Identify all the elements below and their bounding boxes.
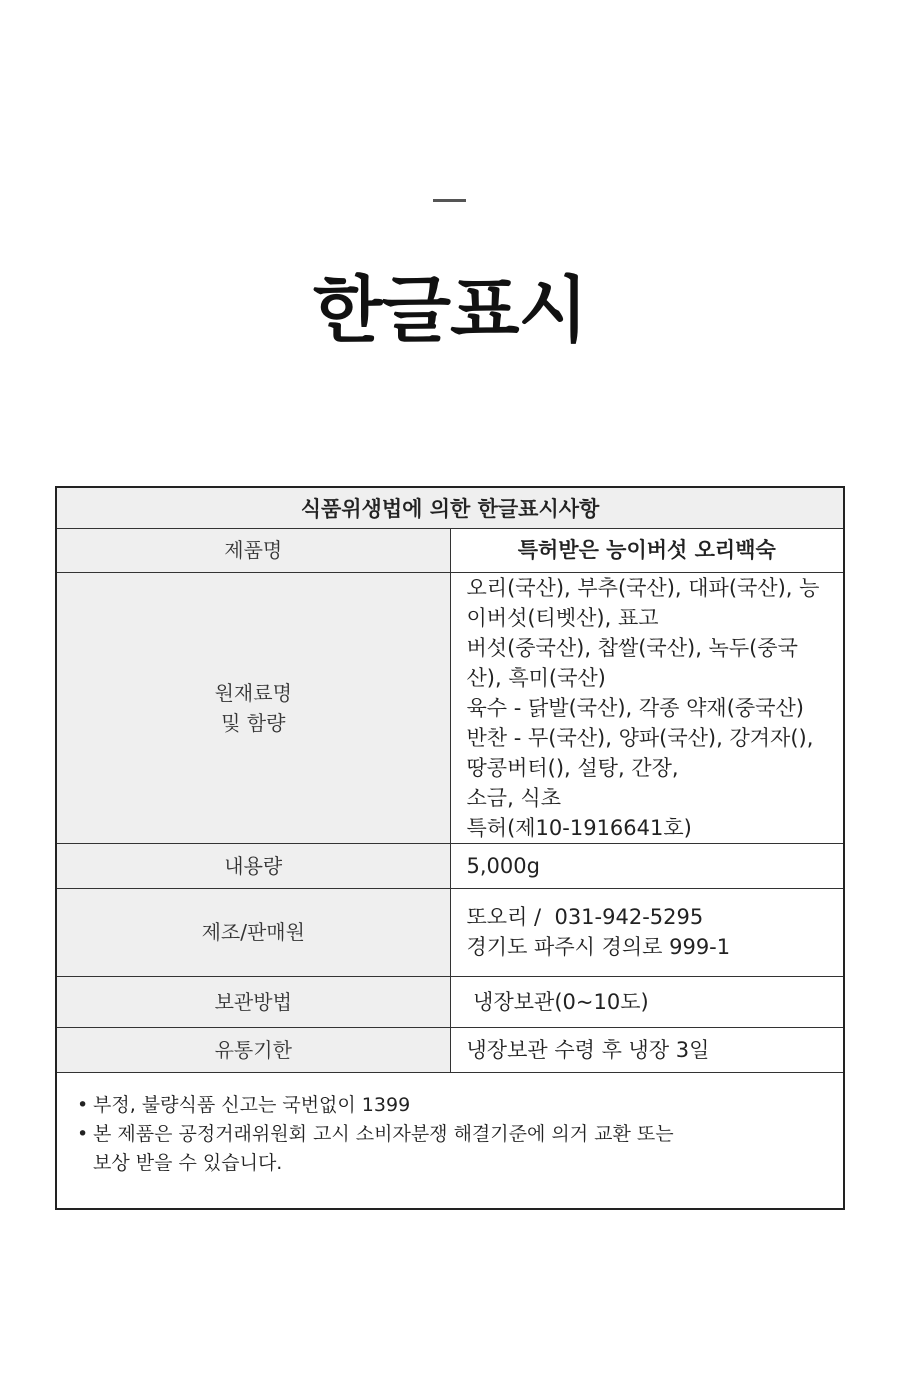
ingredients-line: 오리(국산), 부추(국산), 대파(국산), 능이버섯(티벳산), 표고: [466, 575, 820, 630]
row-key-shelf-life: 유통기한: [56, 1027, 450, 1072]
table-caption-row: [56, 487, 844, 528]
row-value-net-weight: 5,000g: [450, 843, 844, 888]
bullet-icon: •: [77, 1122, 89, 1145]
note-text: 부정, 불량식품 신고는 국번없이 1399: [93, 1093, 411, 1116]
row-key-product-name: 제품명: [56, 528, 450, 572]
row-key-ingredients: [56, 572, 450, 843]
row-key-storage: 보관방법: [56, 976, 450, 1027]
note-item: [77, 1120, 823, 1149]
note-text-continuation: 보상 받을 수 있습니다.: [93, 1151, 283, 1174]
table-row-storage: [56, 976, 844, 1027]
notes-cell: [56, 1072, 844, 1209]
ingredients-line: 육수 - 닭발(국산), 각종 약재(중국산): [466, 695, 804, 720]
ingredients-line: 버섯(중국산), 찹쌀(국산), 녹두(중국산), 흑미(국산): [466, 635, 798, 690]
note-item: [77, 1091, 823, 1120]
ingredients-line: 특허(제10-1916641호): [466, 815, 692, 840]
manufacturer-contact: 또오리 / 031-942-5295: [466, 905, 704, 929]
table-row-shelf-life: [56, 1027, 844, 1072]
table-row-notes: [56, 1072, 844, 1209]
row-key-ingredients-line1: 원재료명: [214, 680, 292, 705]
row-value-ingredients: [450, 572, 844, 843]
manufacturer-address: 경기도 파주시 경의로 999-1: [466, 935, 731, 959]
page-title: 한글표시: [312, 268, 588, 352]
table-row-product-name: [56, 528, 844, 572]
note-text: 본 제품은 공정거래위원회 고시 소비자분쟁 해결기준에 의거 교환 또는: [93, 1122, 674, 1145]
table-caption: 식품위생법에 의한 한글표시사항: [56, 487, 844, 528]
row-value-shelf-life: 냉장보관 수령 후 냉장 3일: [450, 1027, 844, 1072]
row-key-ingredients-line2: 및 함량: [221, 710, 286, 735]
ingredients-line: 소금, 식초: [466, 785, 561, 810]
product-label-table: [55, 486, 845, 1210]
table-row-ingredients: [56, 572, 844, 843]
row-value-manufacturer: [450, 888, 844, 976]
row-value-product-name: 특허받은 능이버섯 오리백숙: [450, 528, 844, 572]
ingredients-line: 반찬 - 무(국산), 양파(국산), 강겨자(), 땅콩버터(), 설탕, 간장,: [466, 725, 814, 780]
table-row-manufacturer: [56, 888, 844, 976]
title-dash-divider: [433, 199, 466, 202]
bullet-icon: •: [77, 1093, 89, 1116]
row-key-net-weight: 내용량: [56, 843, 450, 888]
row-key-manufacturer: 제조/판매원: [56, 888, 450, 976]
table-row-net-weight: [56, 843, 844, 888]
row-value-storage: 냉장보관(0~10도): [450, 976, 844, 1027]
